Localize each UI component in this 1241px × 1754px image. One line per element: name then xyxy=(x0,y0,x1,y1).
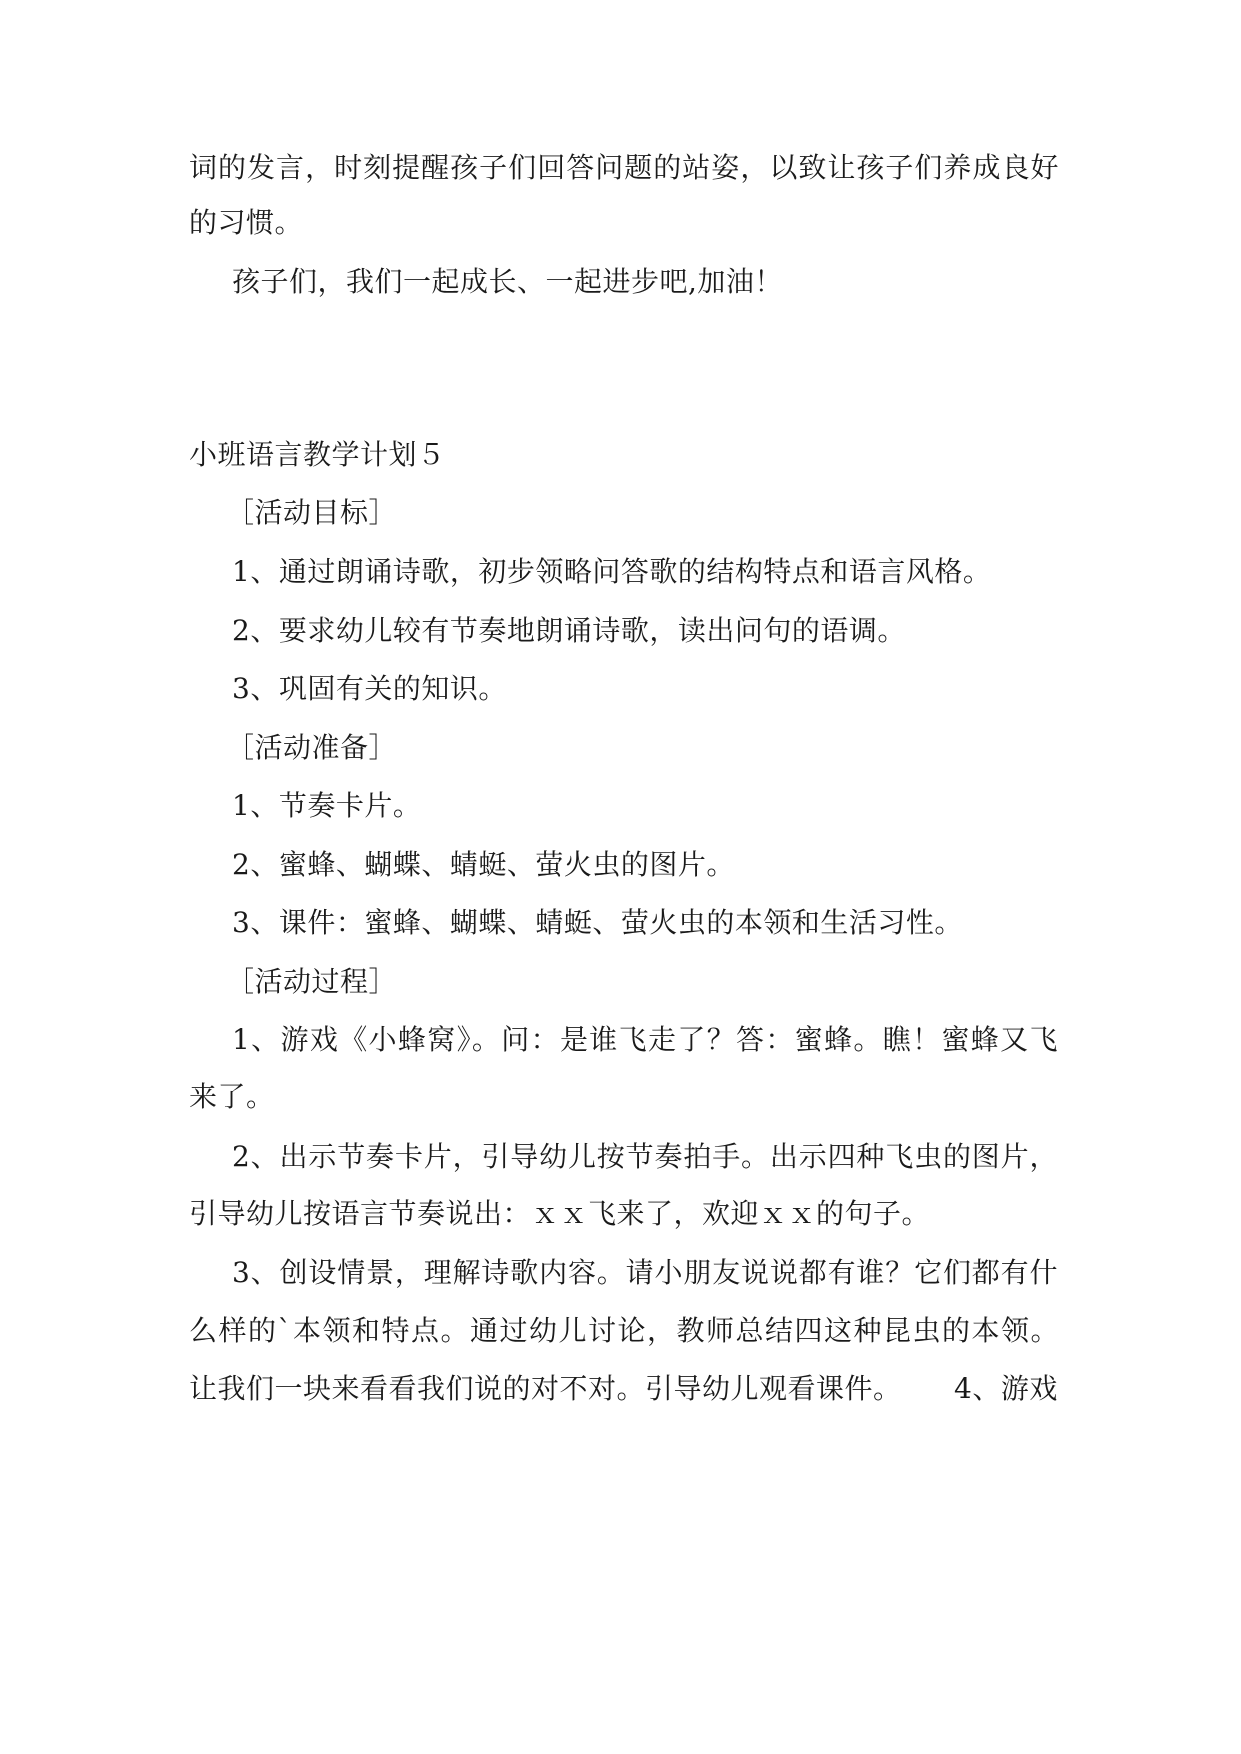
process-step: 么样的`本领和特点。通过幼儿讨论，教师总结四这种昆虫的本领。 xyxy=(189,1314,1059,1347)
process-step: 来了。 xyxy=(189,1080,275,1113)
process-step: 1、游戏《小蜂窝》。问：是谁飞走了？答：蜜蜂。瞧！蜜蜂又飞 xyxy=(232,1023,1058,1056)
process-step: 2、出示节奏卡片，引导幼儿按节奏拍手。出示四种飞虫的图片， xyxy=(232,1140,1058,1173)
goals-heading: ［活动目标］ xyxy=(226,496,398,529)
goal-item: 2、要求幼儿较有节奏地朗诵诗歌，读出问句的语调。 xyxy=(232,614,906,647)
process-step: 引导幼儿按语言节奏说出：ｘｘ飞来了，欢迎ｘｘ的句子。 xyxy=(189,1197,931,1230)
paragraph-line: 词的发言，时刻提醒孩子们回答问题的站姿，以致让孩子们养成良好 xyxy=(189,151,1059,184)
process-step: 3、创设情景，理解诗歌内容。请小朋友说说都有谁？它们都有什 xyxy=(232,1256,1058,1289)
goal-item: 3、巩固有关的知识。 xyxy=(232,672,507,705)
preparation-item: 3、课件：蜜蜂、蝴蝶、蜻蜓、萤火虫的本领和生活习性。 xyxy=(232,906,963,939)
process-step: 4、游戏 xyxy=(954,1372,1058,1405)
process-step: 让我们一块来看看我们说的对不对。引导幼儿观看课件。 xyxy=(189,1372,902,1405)
paragraph-line: 的习惯。 xyxy=(189,206,304,239)
section-title: 小班语言教学计划５ xyxy=(189,438,446,471)
closing-line: 孩子们，我们一起成长、一起进步吧,加油！ xyxy=(232,265,783,298)
process-heading: ［活动过程］ xyxy=(226,965,398,998)
preparation-item: 2、蜜蜂、蝴蝶、蜻蜓、萤火虫的图片。 xyxy=(232,848,735,881)
preparation-heading: ［活动准备］ xyxy=(226,731,398,764)
preparation-item: 1、节奏卡片。 xyxy=(232,789,422,822)
goal-item: 1、通过朗诵诗歌，初步领略问答歌的结构特点和语言风格。 xyxy=(232,555,992,588)
